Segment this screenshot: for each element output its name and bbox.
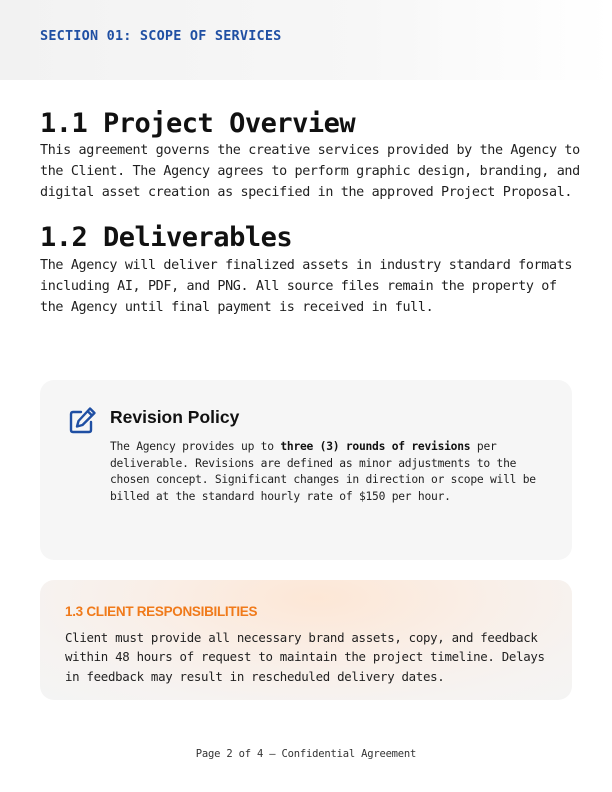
project-overview-heading: 1.1 Project Overview — [40, 108, 356, 139]
revision-text-start: The Agency provides up to — [110, 440, 281, 453]
client-responsibilities-title: 1.3 CLIENT RESPONSIBILITIES — [65, 604, 258, 619]
section-header — [0, 0, 612, 80]
client-responsibilities-card — [40, 580, 572, 700]
project-overview-text: This agreement governs the creative services provided by the Agency to the Client. The Agency agrees to perform graphic design, branding, and digital asset creation as specified in the approved Project Proposal. — [40, 143, 580, 200]
deliverables-heading: 1.2 Deliverables — [40, 222, 293, 253]
revision-rounds-emphasis: three (3) rounds of revisions — [280, 440, 471, 453]
client-responsibilities-text: Client must provide all necessary brand assets, copy, and feedback within 48 hours of request to maintain the project timeline. Delays in feedback may result in rescheduled delivery dates. — [65, 630, 545, 684]
revision-policy-card — [40, 380, 572, 560]
revision-text-end: per deliverable. Revisions are defined as minor adjustments to the chosen concept. Significant changes in direction or scope will be billed at the standard hourly rate of $150 per hour. — [110, 440, 536, 504]
deliverables-text: The Agency will deliver finalized assets in industry standard formats including AI, PDF, and PNG. All source files remain the property of the Agency until final payment is received in full. — [40, 258, 573, 315]
revision-policy-title: Revision Policy — [110, 407, 240, 427]
page-footer: Page 2 of 4 — Confidential Agreement — [195, 748, 417, 760]
revision-policy-text — [110, 439, 550, 506]
section-title: SECTION 01: SCOPE OF SERVICES — [40, 28, 282, 44]
edit-icon — [67, 405, 97, 435]
